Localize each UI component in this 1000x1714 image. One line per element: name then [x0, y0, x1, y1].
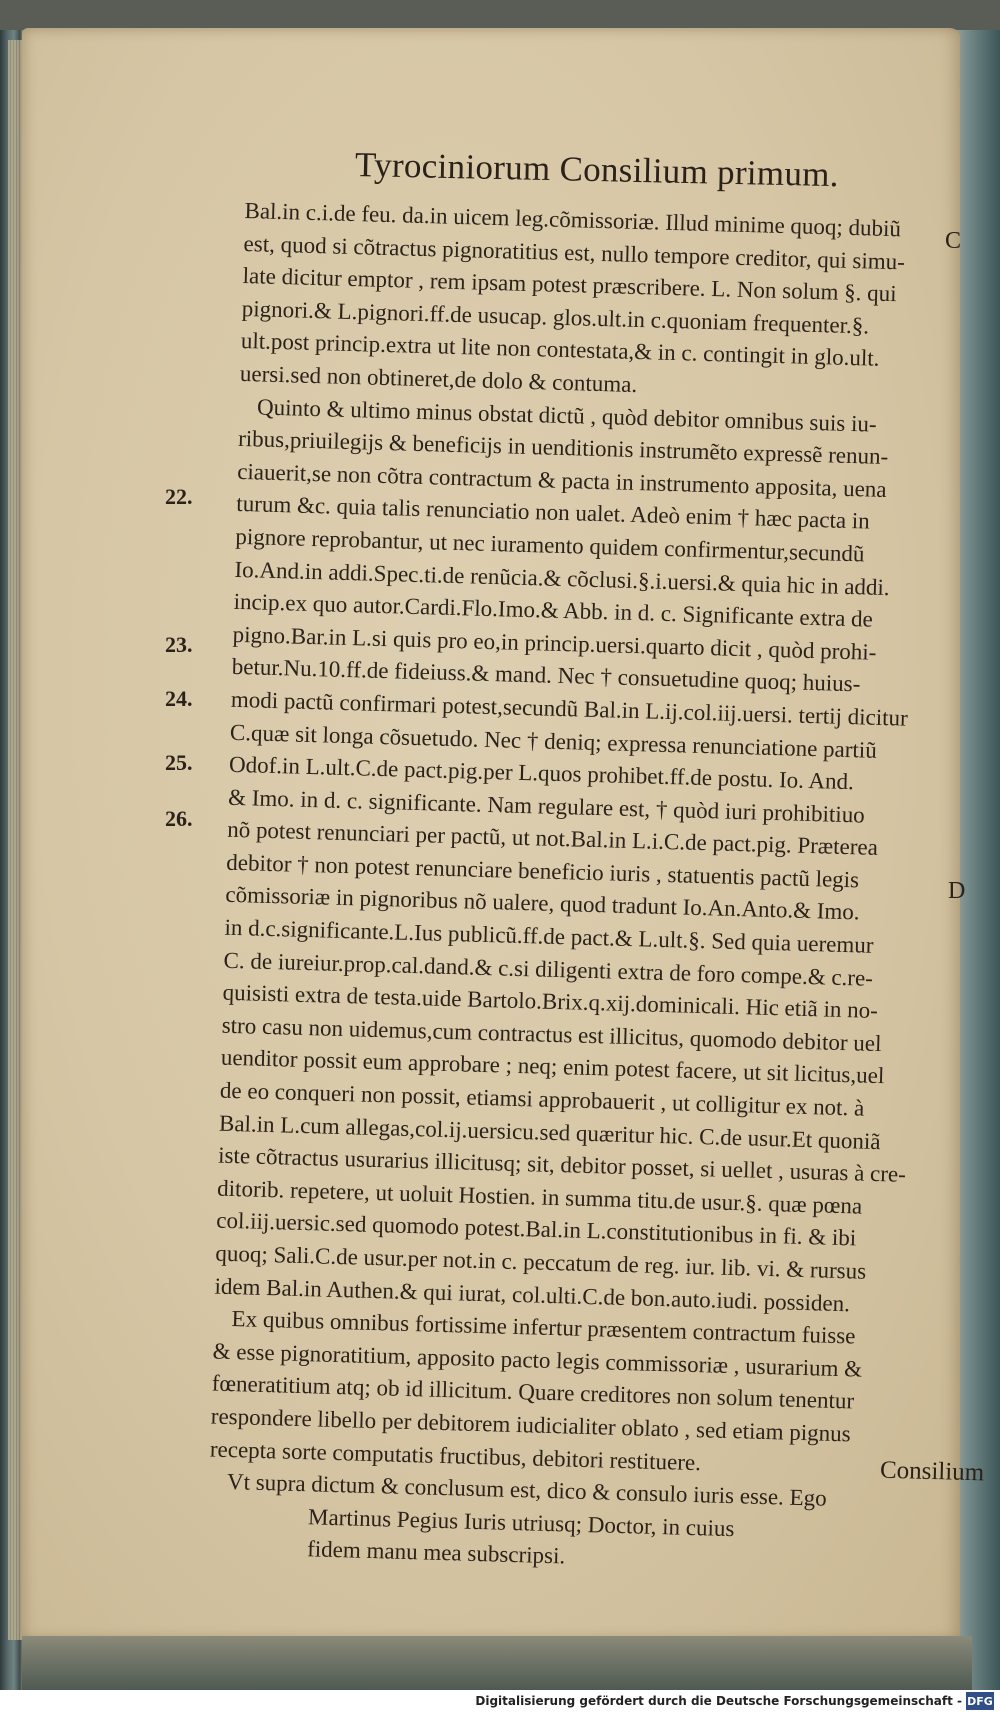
text-line: uersi.sed non obtineret,de dolo & contuma.: [239, 360, 638, 397]
text-line: uenditor possit eum approbare ; neq; enim potest facere, ut sit licitus,uel: [220, 1045, 885, 1089]
text-line: quisisti extra de testa.uide Bartolo.Brix.q.xij.dominicali. Hic etiã in no-: [222, 979, 879, 1024]
text-line: col.iij.uersic.sed quomodo potest.Bal.in L.constitutionibus in fi. & ibi: [216, 1208, 857, 1251]
margin-number: 23.: [165, 632, 193, 657]
dfg-logo: DFG: [966, 1692, 994, 1710]
catchword: Consilium: [879, 1456, 985, 1487]
text-line: ult.post princip.extra ut lite non contestata,& in c. contingit in glo.ult.: [240, 328, 880, 372]
margin-number: 25.: [165, 750, 193, 775]
text-line: Ex quibus omnibus fortissime infertur præsentem contractum fuisse: [231, 1306, 856, 1349]
margin-number: 26.: [165, 806, 193, 831]
text-line: recepta sorte computatis fructibus, debitori restituere.: [209, 1436, 702, 1475]
text-line: est, quod si cõtractus pignoratitius est, nullo tempore creditor, qui simu-: [243, 230, 906, 275]
text-line: ciauerit,se non cõtra contractum & pacta in instrumento apposita, uena: [236, 458, 887, 502]
text-line: Odof.in L.ult.C.de pact.pig.per L.quos prohibet.ff.de postu. Io. And.: [228, 751, 855, 795]
running-header: Tyrociniorum Consilium primum.: [354, 145, 840, 195]
body-text: [207, 195, 955, 1583]
text-line: ditorib. repetere, ut uoluit Hostien. in summa titu.de usur.§. quæ pœna: [216, 1175, 863, 1219]
text-line: C.quæ sit longa cõsuetudo. Nec † deniq; expressa renunciatione partiũ: [229, 719, 878, 763]
text-line: late dicitur emptor , rem ipsam potest præscribere. L. Non solum §. qui: [242, 263, 897, 307]
text-line: Io.And.in addi.Spec.ti.de renũcia.& cõclusi.§.i.uersi.& quia hic in addi.: [234, 556, 890, 600]
text-line: Vt supra dictum & conclusum est, dico & consulo iuris esse. Ego: [226, 1469, 828, 1511]
text-line: iste cõtractus usurarius illicitusq; sit, debitor posset, si uellet , usuras à cre-: [217, 1142, 907, 1188]
text-line: Bal.in c.i.de feu. da.in uicem leg.cõmissoriæ. Illud minime quoq; dubiũ: [244, 197, 902, 242]
scan-top-band: [0, 0, 1000, 30]
text-line: in d.c.significante.L.Ius publicũ.ff.de pact.& L.ult.§. Sed quia ueremur: [224, 914, 874, 958]
text-line: & Imo. in d. c. significante. Nam regulare est, † quòd iuri prohibitiuo: [227, 784, 866, 828]
text-line: ribus,priuilegijs & beneficijs in uenditionis instrumẽto expressẽ renun-: [237, 426, 889, 470]
text-line: betur.Nu.10.ff.de fideiuss.& mand. Nec † consuetudine quoq; huius-: [231, 654, 861, 697]
margin-number: 24.: [165, 686, 193, 711]
text-line: pignori.& L.pignori.ff.de usucap. glos.ult.in c.quoniam frequenter.§.: [241, 295, 870, 339]
text-line: fidem manu mea subscripsi.: [306, 1536, 566, 1569]
margin-mark: D: [948, 878, 966, 904]
text-line: incip.ex quo autor.Cardi.Flo.Imo.& Abb. in d. c. Significante extra de: [233, 588, 874, 632]
text-line: turum &c. quia talis renunciatio non ualet. Adeò enim † hæc pacta in: [236, 491, 871, 534]
text-line: modi pactũ confirmari potest,secundũ Bal.in L.ij.col.iij.uersi. tertij dicitur: [230, 686, 909, 731]
text-line: pigno.Bar.in L.si quis pro eo,in princip.uersi.quarto dicit , quòd prohi-: [232, 621, 877, 665]
text-line: Bal.in L.cum allegas,col.ij.uersicu.sed quæritur hic. C.de usur.Et quoniã: [218, 1110, 881, 1154]
text-line: de eo conqueri non possit, etiamsi approbauerit , ut colligitur ex not. à: [219, 1077, 865, 1121]
text-line: cõmissoriæ in pignoribus nõ ualere, quod tradunt Io.An.Anto.& Imo.: [225, 882, 860, 925]
text-line: C. de iureiur.prop.cal.dand.& c.si diligenti extra de foro compe.& c.re-: [223, 947, 874, 991]
margin-mark: C: [945, 228, 962, 254]
text-line: idem Bal.in Authen.& qui iurat, col.ulti.C.de bon.auto.iudi. possiden.: [214, 1273, 851, 1316]
text-line: nõ potest renunciari per pactũ, ut not.Bal.in L.i.C.de pact.pig. Præterea: [226, 817, 879, 861]
book-bottom-edge: [22, 1636, 972, 1690]
footer-credit: Digitalisierung gefördert durch die Deutsche Forschungsgemeinschaft -: [475, 1694, 962, 1708]
text-line: debitor † non potest renunciare beneficio iuris , statuentis pactũ legis: [226, 849, 860, 893]
text-line: quoq; Sali.C.de usur.per not.in c. peccatum de reg. iur. lib. vi. & rursus: [215, 1240, 867, 1284]
text-line: Martinus Pegius Iuris utriusq; Doctor, in cuius: [307, 1504, 735, 1541]
text-line: respondere libello per debitorem iudicialiter oblato , sed etiam pignus: [210, 1403, 851, 1447]
text-line: fœneratitium atq; ob id illicitum. Quare creditores non solum tenentur: [211, 1370, 855, 1414]
text-line: pignore reprobantur, ut nec iuramento quidem confirmentur,secundũ: [235, 523, 865, 567]
text-line: Quinto & ultimo minus obstat dictũ , quòd debitor omnibus suis iu-: [256, 393, 877, 437]
text-line: stro casu non uidemus,cum contractus est illicitus, quomodo debitor uel: [221, 1012, 882, 1056]
text-line: & esse pignoratitium, apposito pacto legis commissoriæ , usurarium &: [212, 1338, 863, 1382]
margin-number: 22.: [165, 484, 193, 509]
